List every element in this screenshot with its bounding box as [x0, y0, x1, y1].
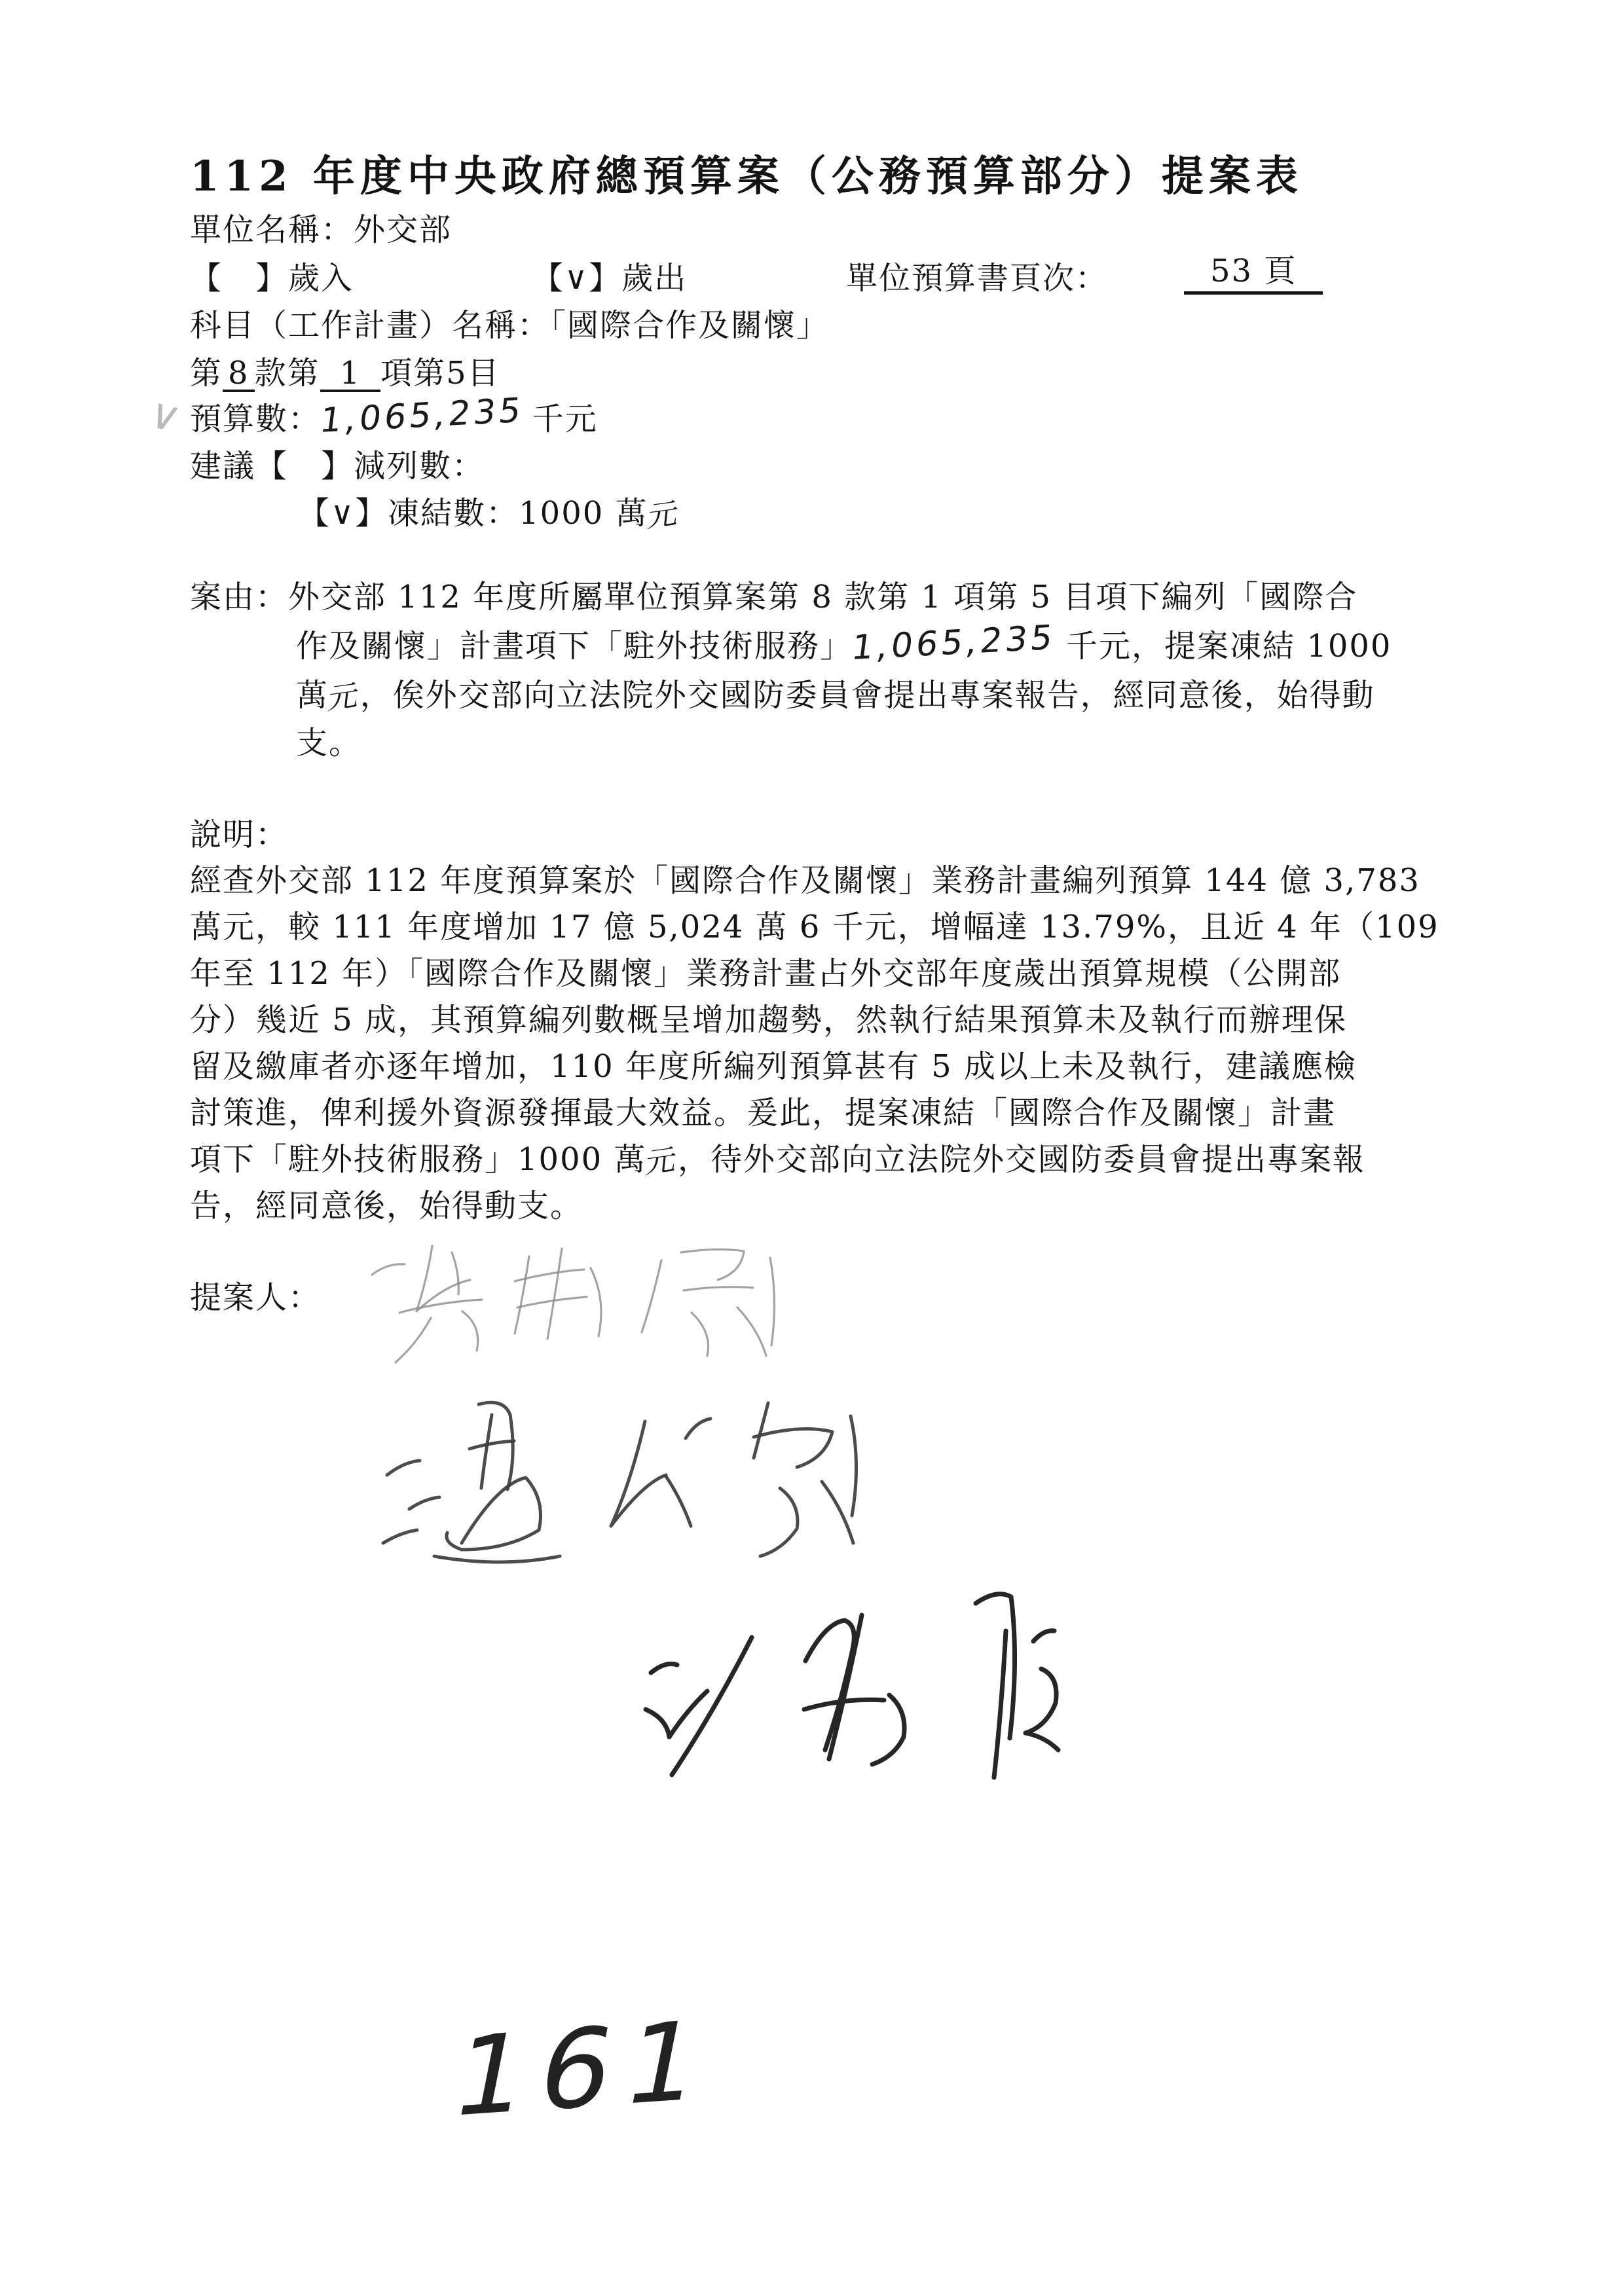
proposer-label: 提案人： — [190, 1279, 322, 1316]
case-line3-handwritten-unit: 元 — [326, 677, 362, 717]
explanation-line-3: 年至 112 年）「國際合作及關懷」業務計畫占外交部年度歲出預算規模（公開部 — [190, 955, 1342, 992]
case-line2-post: 千元，提案凍結 1000 — [1054, 628, 1392, 665]
unit-name-value: 外交部 — [354, 211, 452, 248]
explanation-line-1: 經查外交部 112 年度預算案於「國際合作及關懷」業務計畫編列預算 144 億 3,783 — [190, 862, 1420, 899]
case-line-1 — [190, 572, 1357, 617]
explanation-line7-handwritten-unit: 元 — [644, 1141, 680, 1181]
checkbox-revenue: 【 】歲入 — [190, 260, 354, 297]
unit-name-label: 單位名稱： — [190, 211, 354, 248]
item-no3: 5 — [446, 355, 468, 392]
freeze-text: 【∨】凍結數：1000 萬 — [298, 495, 648, 532]
budget-line — [190, 390, 598, 441]
page-title: 112 年度中央政府總預算案（公務預算部分）提案表 — [190, 152, 1303, 201]
page-ref-field — [1184, 253, 1323, 295]
budget-label: 預算數： — [190, 401, 322, 437]
explanation-line-2: 萬元，較 111 年度增加 17 億 5,024 萬 6 千元，增幅達 13.79%，且近 4 年（109 — [190, 909, 1439, 945]
budget-amount-handwritten: 1,065,235 — [318, 390, 526, 441]
case-line-4: 支。 — [296, 725, 362, 761]
item-p4: 目 — [467, 355, 500, 392]
budget-unit: 千元 — [532, 401, 598, 437]
handwritten-page-number: 161 — [442, 1995, 726, 2142]
explanation-line7-pre: 項下「駐外技術服務」1000 萬 — [190, 1141, 647, 1178]
unit-name-line — [190, 204, 452, 249]
case-line3-post: ，俟外交部向立法院外交國防委員會提出專案報告，經同意後，始得動 — [360, 677, 1375, 714]
subject-line: 科目（工作計畫）名稱：「國際合作及關懷」 — [190, 307, 830, 344]
item-no2: 1 — [320, 357, 381, 392]
page-ref-value: 53 頁 — [1184, 255, 1323, 295]
signature-3 — [609, 1581, 1133, 1791]
case-line-3 — [296, 670, 1375, 715]
item-p3: 項第 — [380, 355, 447, 392]
item-number-line — [190, 348, 500, 393]
explanation-line7-post: ，待外交部向立法院外交國防委員會提出專案報 — [678, 1141, 1366, 1178]
case-line1-text: 外交部 112 年度所屬單位預算案第 8 款第 1 項第 5 目項下編列「國際合 — [288, 579, 1358, 615]
explanation-line-5: 留及繳庫者亦逐年增加，110 年度所編列預算甚有 5 成以上未及執行，建議應檢 — [190, 1048, 1357, 1085]
suggestion-reduce-line: 建議【 】減列數： — [190, 448, 485, 484]
suggestion-freeze-line — [298, 488, 682, 535]
case-line3-pre: 萬 — [296, 677, 329, 714]
explanation-line-7 — [190, 1134, 1365, 1179]
checkbox-expenditure: 【∨】歲出 — [532, 260, 688, 297]
case-line-2 — [296, 617, 1392, 668]
margin-check-mark: ∨ — [141, 389, 188, 443]
item-no1: 8 — [223, 357, 255, 392]
explanation-label: 說明： — [190, 816, 289, 853]
item-p1: 第 — [190, 355, 223, 392]
signature-2 — [363, 1378, 887, 1588]
explanation-line-4: 分）幾近 5 成，其預算編列數概呈增加趨勢，然執行結果預算未及執行而辦理保 — [190, 1002, 1348, 1038]
explanation-line-8: 告，經同意後，始得動支。 — [190, 1188, 583, 1224]
item-p2: 款第 — [254, 355, 320, 392]
signature-1 — [354, 1234, 786, 1372]
page-ref-label: 單位預算書頁次： — [846, 260, 1109, 297]
explanation-line-6: 討策進，俾利援外資源發揮最大效益。爰此，提案凍結「國際合作及關懷」計畫 — [190, 1095, 1337, 1131]
case-label: 案由： — [190, 579, 289, 615]
case-line2-pre: 作及關懷」計畫項下「駐外技術服務」 — [296, 628, 853, 665]
case-line2-handwritten-amount: 1,065,235 — [849, 617, 1058, 668]
freeze-unit-handwritten: 元 — [645, 495, 682, 535]
